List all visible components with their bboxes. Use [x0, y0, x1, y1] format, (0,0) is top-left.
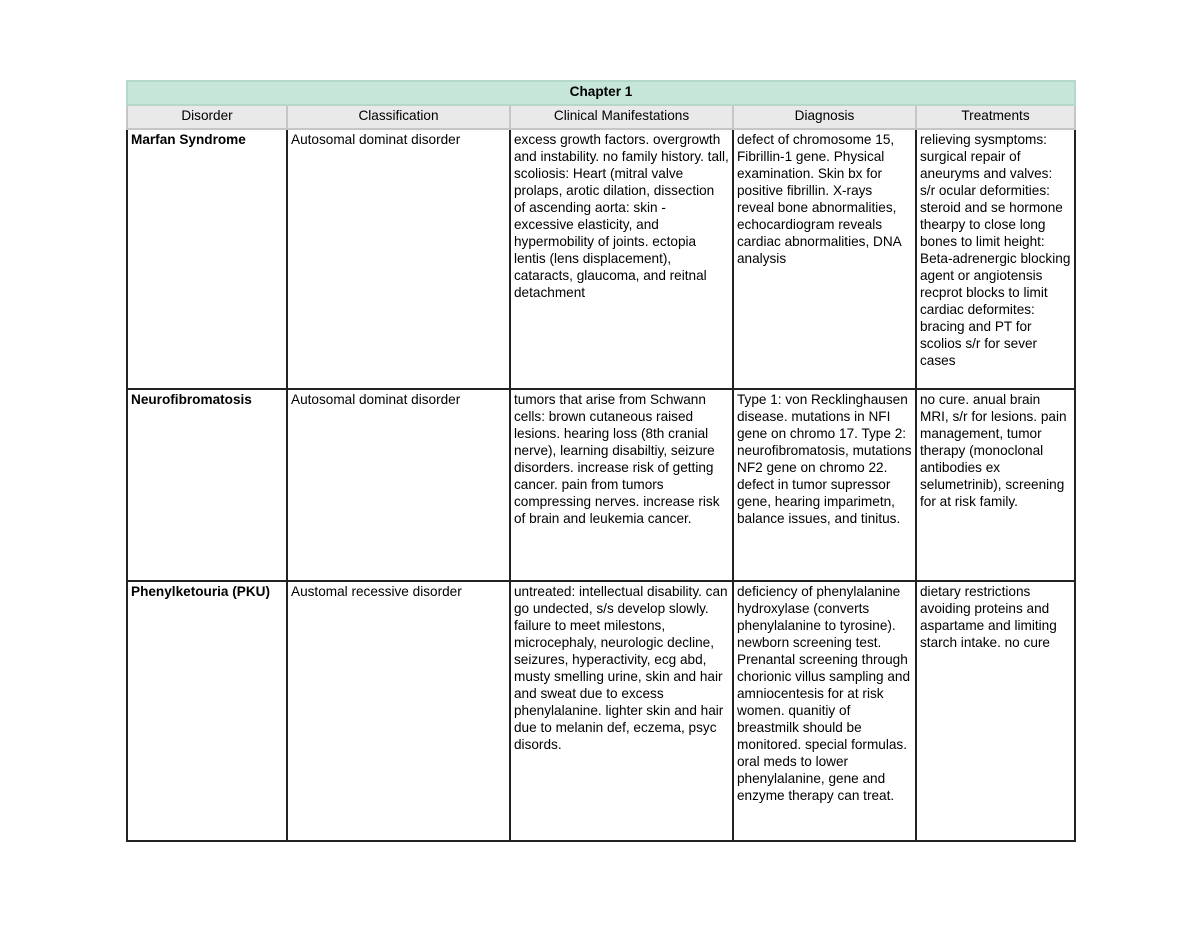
diagnosis-cell: defect of chromosome 15, Fibrillin-1 gene. Physical examination. Skin bx for positive fibrillin. X-rays reveal bone abnormalities, echocardiogram reveals cardiac abnormalities, DNA analysis [733, 129, 916, 389]
chapter-table [126, 80, 1076, 842]
header-diagnosis: Diagnosis [733, 105, 916, 129]
treatments-cell: relieving sysmptoms: surgical repair of aneuryms and valves: s/r ocular deformities: steroid and se hormone thearpy to close long bones to limit height: Beta-adrenergic blocking agent or angiotensis recprot blocks to limit cardiac deformites: bracing and PT for scolios s/r for sever cases [916, 129, 1075, 389]
disorder-cell: Neurofibromatosis [127, 389, 287, 581]
treatments-cell: dietary restrictions avoiding proteins and aspartame and limiting starch intake. no cure [916, 581, 1075, 841]
header-classification: Classification [287, 105, 510, 129]
classification-cell: Austomal recessive disorder [287, 581, 510, 841]
table-row [127, 129, 1075, 389]
diagnosis-cell: Type 1: von Recklinghausen disease. mutations in NFI gene on chromo 17. Type 2: neurofibromatosis, mutations NF2 gene on chromo 22. defect in tumor supressor gene, hearing imparimetn, balance issues, and tinitus. [733, 389, 916, 581]
disorder-cell: Phenylketouria (PKU) [127, 581, 287, 841]
header-disorder: Disorder [127, 105, 287, 129]
table-title: Chapter 1 [127, 81, 1075, 105]
header-treatments: Treatments [916, 105, 1075, 129]
title-row [127, 81, 1075, 105]
manifestations-cell: untreated: intellectual disability. can go undected, s/s develop slowly. failure to meet milestons, microcephaly, neurologic decline, seizures, hyperactivity, ecg abd, musty smelling urine, skin and hair and sweat due to excess phenylalanine. lighter skin and hair due to melanin def, eczema, psyc disords. [510, 581, 733, 841]
disorder-cell: Marfan Syndrome [127, 129, 287, 389]
treatments-cell: no cure. anual brain MRI, s/r for lesions. pain management, tumor therapy (monoclonal antibodies ex selumetrinib), screening for at risk family. [916, 389, 1075, 581]
header-clinical-manifestations: Clinical Manifestations [510, 105, 733, 129]
manifestations-cell: tumors that arise from Schwann cells: brown cutaneous raised lesions. hearing loss (8th cranial nerve), learning disabiltiy, seizure disorders. increase risk of getting cancer. pain from tumors compressing nerves. increase risk of brain and leukemia cancer. [510, 389, 733, 581]
classification-cell: Autosomal dominat disorder [287, 129, 510, 389]
manifestations-cell: excess growth factors. overgrowth and instability. no family history. tall, scoliosis: Heart (mitral valve prolaps, arotic dilation, dissection of ascending aorta: skin - excessive elasticity, and hypermobility of joints. ectopia lentis (lens displacement), cataracts, glaucoma, and reitnal detachment [510, 129, 733, 389]
table-row [127, 581, 1075, 841]
diagnosis-cell: deficiency of phenylalanine hydroxylase (converts phenylalanine to tyrosine). newborn screening test. Prenantal screening through chorionic villus sampling and amniocentesis for at risk women. quanitiy of breastmilk should be monitored. special formulas. oral meds to lower phenylalanine, gene and enzyme therapy can treat. [733, 581, 916, 841]
classification-cell: Autosomal dominat disorder [287, 389, 510, 581]
table-row [127, 389, 1075, 581]
header-row [127, 105, 1075, 129]
